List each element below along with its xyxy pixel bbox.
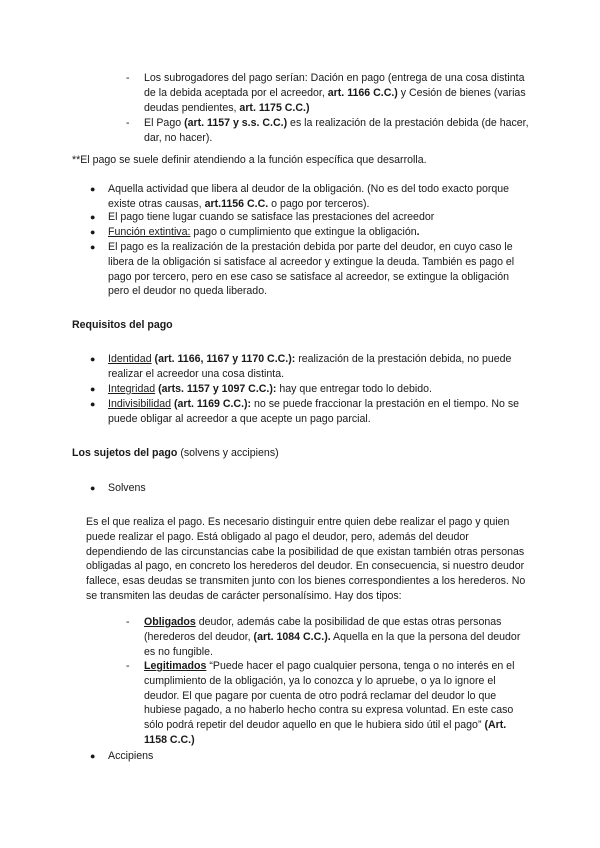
subrogadores-text: Los subrogadores del pago serían: Dación en pago (entrega de una cosa distinta de la debida aceptada por el acreedor, art. 1166 C.C.) y Cesión de bienes (varias deudas pendientes, art. 1175 C.C.)	[144, 72, 526, 114]
dash-marker: -	[126, 117, 130, 129]
bullet-marker: ●	[90, 751, 96, 761]
bullet-marker: ●	[90, 227, 96, 237]
bullet-marker: ●	[90, 184, 96, 194]
heading-sujetos: Los sujetos del pago (solvens y accipiens)	[72, 447, 279, 459]
realizacion-text: El pago es la realización de la prestación debida por parte del deudor, en cuyo caso le libera de la obligación si satisface al acreedor y extingue la deuda. También es pago el pago por tercero, pero en ese caso se satisface al acreedor, se extingue la obligación pero el deudor no queda liberado.	[108, 241, 515, 298]
bullet-marker: ●	[90, 212, 96, 222]
el-pago-text: El Pago (art. 1157 y s.s. C.C.) es la realización de la prestación debida (de hacer, dar, no hacer).	[144, 117, 529, 144]
indivisibilidad-text: Indivisibilidad (art. 1169 C.C.): no se puede fraccionar la prestación en el tiempo. No se puede obligar al acreedor a que acepte un pago parcial.	[108, 398, 520, 425]
dash-marker: -	[126, 72, 130, 84]
heading-requisitos: Requisitos del pago	[72, 319, 173, 331]
dash-marker: -	[126, 616, 130, 628]
funcion-extintiva-text: Función extintiva: pago o cumplimiento que extingue la obligación.	[108, 226, 420, 238]
solvens-text: Solvens	[108, 482, 146, 494]
note-paragraph: **El pago se suele definir atendiendo a la función específica que desarrolla.	[72, 154, 427, 166]
bullet-marker: ●	[90, 384, 96, 394]
obligados-text: Obligados deudor, además cabe la posibilidad de que estas otras personas (herederos del deudor, (art. 1084 C.C.). Aquella en la que la persona del deudor es no fungible.	[144, 616, 521, 658]
solvens-paragraph: Es el que realiza el pago. Es necesario distinguir entre quien debe realizar el pago y quien puede realizar el pago. Está obligado al pago el deudor, pero, además del deudor dependiendo de las circunstancias cabe la posibilidad de que existan también otras personas obligadas al pago, en concreto los herederos del deudor. En consecuencia, si nuestro deudor fallece, esas deudas se transmiten junto con los bienes correspondientes a los herederos. No se transmiten las deudas de carácter personalísimo. Hay dos tipos:	[86, 516, 526, 602]
integridad-text: Integridad (arts. 1157 y 1097 C.C.): hay que entregar todo lo debido.	[108, 383, 432, 395]
bullet-marker: ●	[90, 399, 96, 409]
bullet-marker: ●	[90, 483, 96, 493]
legitimados-text: Legitimados “Puede hacer el pago cualquier persona, tenga o no interés en el cumplimiento de la obligación, ya lo conozca y lo apruebe, o ya lo ignore el deudor. El que pagare por cuenta de otro podrá reclamar del deudor lo que hubiese pagado, a no haberlo hecho contra su expresa voluntad. En este caso sólo podrá repetir del deudor aquello en que le hubiera sido útil el pago” (Art. 1158 C.C.)	[144, 660, 515, 746]
identidad-text: Identidad (art. 1166, 1167 y 1170 C.C.): realización de la prestación debida, no puede realizar el acreedor una cosa distinta.	[108, 353, 512, 380]
bullet-marker: ●	[90, 354, 96, 364]
tiene-lugar-text: El pago tiene lugar cuando se satisface las prestaciones del acreedor	[108, 211, 435, 223]
dash-marker: -	[126, 660, 130, 672]
actividad-text: Aquella actividad que libera al deudor de la obligación. (No es del todo exacto porque existe otras causas, art.1156 C.C. o pago por terceros).	[108, 183, 510, 210]
bullet-marker: ●	[90, 242, 96, 252]
accipiens-text: Accipiens	[108, 750, 154, 762]
